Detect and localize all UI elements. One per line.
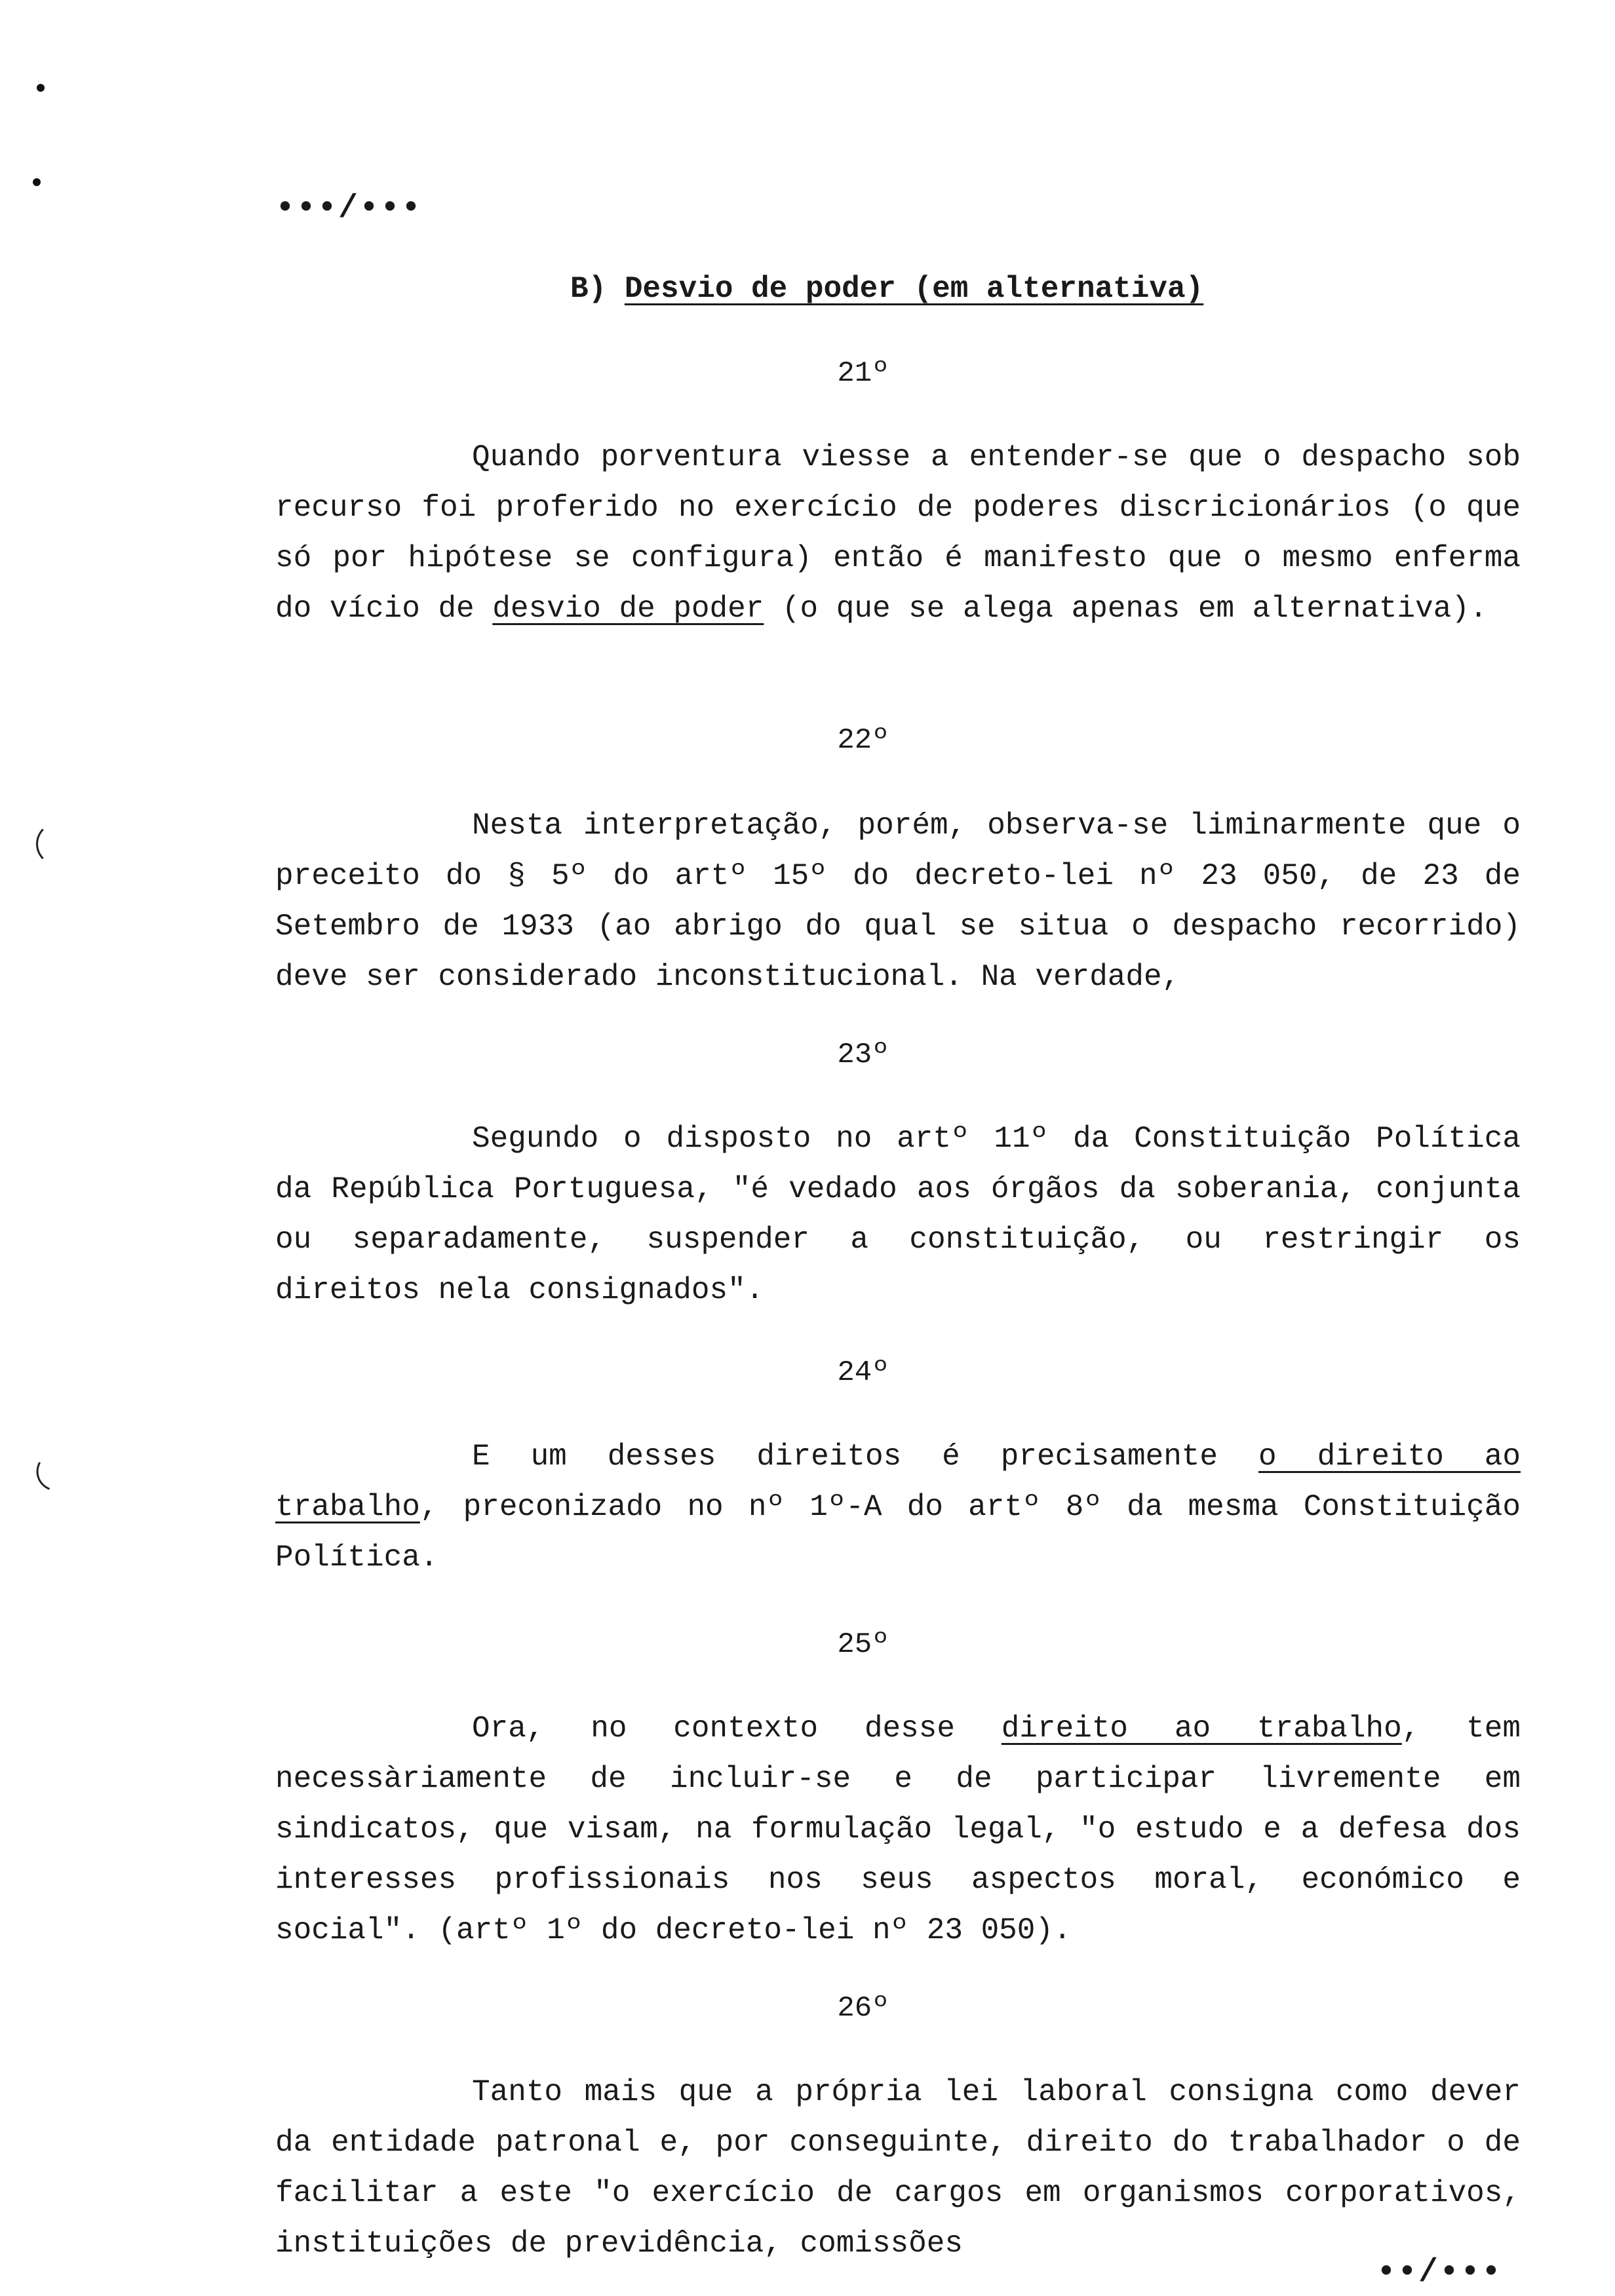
article-paragraph [275, 1704, 1521, 1956]
continuation-marker-top: •••/••• [275, 190, 423, 227]
section-prefix: B) [570, 272, 607, 306]
margin-dot-mark [37, 84, 45, 92]
article-number: 23º [837, 1039, 889, 1071]
continuation-marker-bottom: ••/••• [1376, 2254, 1503, 2291]
paragraph-text: E um desses direitos é precisamente [472, 1440, 1258, 1474]
article-paragraph [275, 2067, 1521, 2269]
margin-arc-mark [30, 1441, 92, 1499]
article-number: 26º [837, 1992, 889, 2025]
article-paragraph [275, 1114, 1521, 1316]
underlined-phrase: desvio de poder [492, 592, 764, 626]
paragraph-text: Quando porventura viesse a entender-se que o despacho sob recurso foi proferido no exercício de poderes discricionários (o que só por hipótese se configura) então é manifesto que o mesmo enferma do vício de [275, 440, 1521, 626]
paragraph-text: , tem necessàriamente de incluir-se e de participar livremente em sindicatos, que visam, na formulação legal, "o estudo e a defesa dos interesses profissionais nos seus aspectos moral, económico e social". (artº 1º do decreto-lei nº 23 050). [275, 1712, 1521, 1947]
section-heading [570, 272, 1203, 306]
article-number: 24º [837, 1356, 889, 1389]
section-title: Desvio de poder (em alternativa) [624, 272, 1204, 306]
underlined-phrase: direito ao trabalho [1001, 1712, 1402, 1746]
article-number: 25º [837, 1628, 889, 1661]
article-paragraph [275, 432, 1521, 634]
paragraph-text: Nesta interpretação, porém, observa-se liminarmente que o preceito do § 5º do artº 15º do decreto-lei nº 23 050, de 23 de Setembro de 1933 (ao abrigo do qual se situa o despacho recorrido) deve ser considerado inconstitucional. Na verdade, [275, 809, 1521, 994]
article-number: 21º [837, 357, 889, 390]
paragraph-text: (o que se alega apenas em alternativa). [764, 592, 1488, 626]
margin-arc-mark [36, 822, 79, 866]
article-paragraph [275, 1432, 1521, 1583]
article-number: 22º [837, 724, 889, 757]
article-paragraph [275, 801, 1521, 1003]
paragraph-text: Segundo o disposto no artº 11º da Constituição Política da República Portuguesa, "é vedado aos órgãos da soberania, conjunta ou separadamente, suspender a constituição, ou restringir os direitos nela consignados". [275, 1122, 1521, 1307]
underlined-phrase: o direito ao trabalho [275, 1440, 1521, 1524]
paragraph-text: , preconizado no nº 1º-A do artº 8º da mesma Constituição Política. [275, 1490, 1521, 1575]
paragraph-text: Tanto mais que a própria lei laboral consigna como dever da entidade patronal e, por conseguinte, direito do trabalhador o de facilitar a este "o exercício de cargos em organismos corporativos, instituições de previdência, comissões [275, 2075, 1521, 2261]
paragraph-text: Ora, no contexto desse [472, 1712, 1002, 1746]
margin-dot-mark [33, 178, 41, 186]
